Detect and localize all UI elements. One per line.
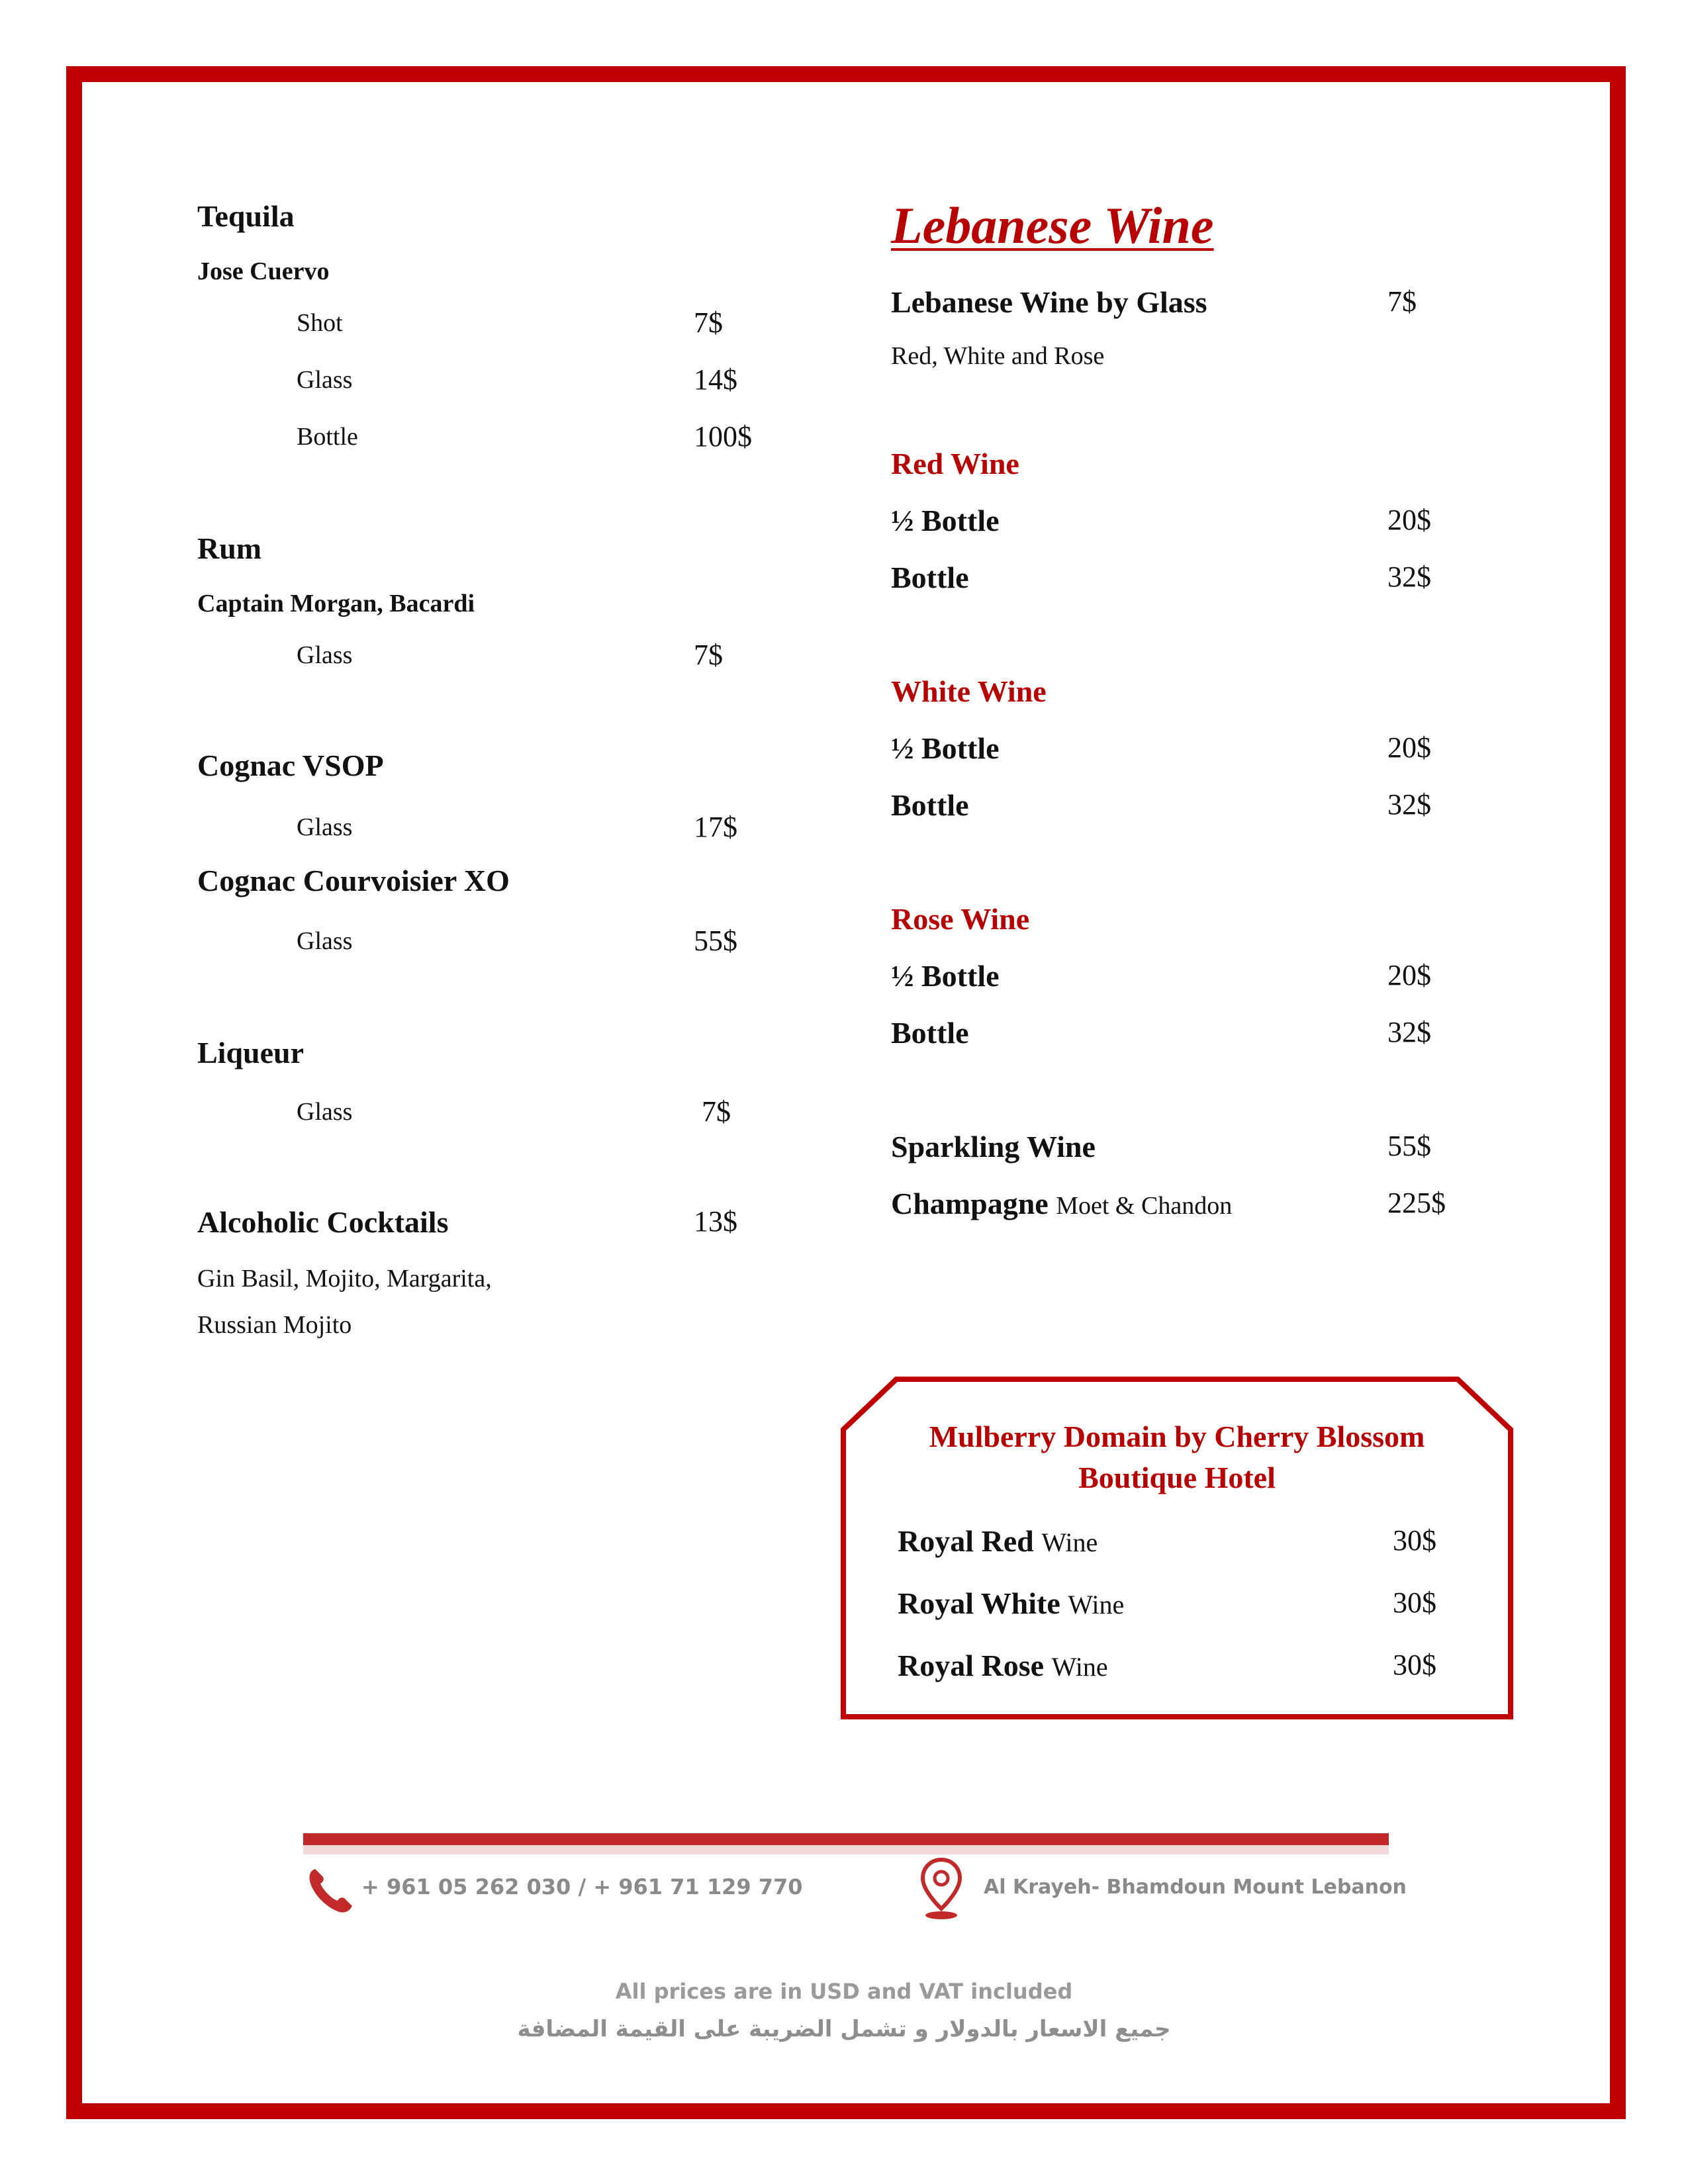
mulberry-item-price: 30$ — [1393, 1524, 1436, 1557]
tequila-brand: Jose Cuervo — [197, 257, 330, 285]
cognac-xo-glass-price: 55$ — [694, 925, 737, 957]
white-wine-title: White Wine — [891, 674, 1047, 708]
wine-by-glass-label: Lebanese Wine by Glass — [891, 285, 1207, 319]
champagne-price: 225$ — [1387, 1187, 1446, 1219]
tequila-shot-label: Shot — [297, 309, 343, 337]
cocktails-desc-line1: Gin Basil, Mojito, Margarita, — [197, 1265, 492, 1293]
liqueur-glass-label: Glass — [297, 1098, 353, 1126]
tequila-bottle-label: Bottle — [297, 423, 358, 451]
red-wine-half-label: ½ Bottle — [891, 504, 1000, 537]
cocktails-price: 13$ — [694, 1205, 737, 1238]
mulberry-item-suffix: Wine — [1041, 1527, 1098, 1557]
mulberry-item-name: Royal White — [898, 1586, 1060, 1620]
footer-address: Al Krayeh- Bhamdoun Mount Lebanon — [984, 1876, 1407, 1899]
lebanese-wine-title: Lebanese Wine — [891, 197, 1214, 254]
phone-icon — [306, 1865, 355, 1915]
mulberry-item-price: 30$ — [1393, 1586, 1436, 1619]
champagne-label: Champagne — [891, 1187, 1049, 1220]
cognac-xo-glass-label: Glass — [297, 927, 353, 955]
rose-wine-bottle-label: Bottle — [891, 1016, 969, 1050]
liqueur-glass-price: 7$ — [702, 1095, 731, 1128]
white-wine-bottle-price: 32$ — [1387, 788, 1431, 821]
cocktails-desc-line2: Russian Mojito — [197, 1311, 352, 1339]
footer-divider — [303, 1833, 1389, 1845]
wine-by-glass-price: 7$ — [1387, 285, 1417, 318]
mulberry-item — [898, 1648, 1108, 1683]
tequila-glass-label: Glass — [297, 366, 353, 394]
footer-vat-note: All prices are in USD and VAT included — [615, 1979, 1073, 2004]
tequila-shot-price: 7$ — [694, 306, 723, 339]
tequila-glass-price: 14$ — [694, 363, 737, 396]
tequila-title: Tequila — [197, 199, 295, 233]
rum-glass-label: Glass — [297, 641, 353, 669]
rum-brand: Captain Morgan, Bacardi — [197, 590, 475, 617]
red-wine-title: Red Wine — [891, 447, 1019, 480]
rose-wine-bottle-price: 32$ — [1387, 1016, 1431, 1048]
cocktails-title: Alcoholic Cocktails — [197, 1205, 449, 1239]
footer-divider-shadow — [303, 1845, 1389, 1854]
white-wine-half-price: 20$ — [1387, 731, 1431, 764]
mulberry-title-line1: Mulberry Domain by Cherry Blossom — [929, 1420, 1425, 1453]
footer-phone: + 961 05 262 030 / + 961 71 129 770 — [361, 1874, 803, 1899]
cognac-vsop-title: Cognac VSOP — [197, 749, 384, 782]
mulberry-item-suffix: Wine — [1051, 1652, 1108, 1682]
mulberry-title-line2: Boutique Hotel — [1078, 1461, 1276, 1494]
sparkling-wine-price: 55$ — [1387, 1130, 1431, 1162]
rum-title: Rum — [197, 531, 262, 565]
rum-glass-price: 7$ — [694, 639, 723, 671]
mulberry-item-suffix: Wine — [1068, 1590, 1125, 1619]
rose-wine-title: Rose Wine — [891, 902, 1030, 936]
red-wine-bottle-label: Bottle — [891, 561, 969, 594]
champagne-brand: Moet & Chandon — [1056, 1192, 1233, 1220]
champagne-row — [891, 1186, 1232, 1221]
wine-by-glass-desc: Red, White and Rose — [891, 342, 1105, 370]
mulberry-item-name: Royal Rose — [898, 1649, 1045, 1682]
mulberry-item-price: 30$ — [1393, 1649, 1436, 1681]
tequila-bottle-price: 100$ — [694, 420, 752, 453]
location-pin-icon — [917, 1856, 965, 1922]
mulberry-item — [898, 1586, 1124, 1621]
white-wine-half-label: ½ Bottle — [891, 731, 1000, 765]
white-wine-bottle-label: Bottle — [891, 788, 969, 822]
red-wine-half-price: 20$ — [1387, 504, 1431, 536]
mulberry-item-name: Royal Red — [898, 1524, 1034, 1558]
rose-wine-half-label: ½ Bottle — [891, 959, 1000, 993]
footer-vat-note-arabic: جميع الاسعار بالدولار و تشمل الضريبة على القيمة المضافة — [517, 2016, 1171, 2042]
cognac-vsop-glass-label: Glass — [297, 813, 353, 841]
liqueur-title: Liqueur — [197, 1036, 305, 1069]
rose-wine-half-price: 20$ — [1387, 959, 1431, 991]
cognac-vsop-glass-price: 17$ — [694, 811, 737, 843]
red-wine-bottle-price: 32$ — [1387, 561, 1431, 593]
mulberry-box — [841, 1377, 1513, 1719]
mulberry-item — [898, 1524, 1098, 1559]
sparkling-wine-label: Sparkling Wine — [891, 1130, 1096, 1163]
cognac-xo-title: Cognac Courvoisier XO — [197, 864, 510, 897]
